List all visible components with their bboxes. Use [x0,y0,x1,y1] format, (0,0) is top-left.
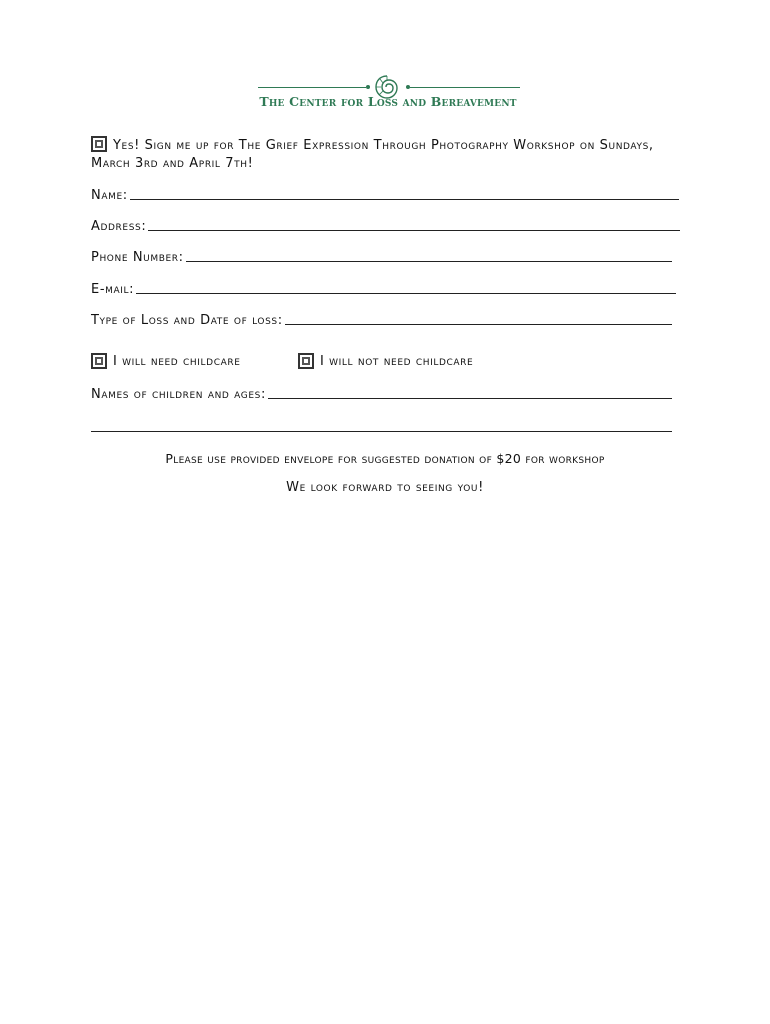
childcare-not-need-label: I will not need childcare [320,353,474,369]
address-label: Address: [91,219,147,234]
signup-text: Yes! Sign me up for The Grief Expression Through Photography Workshop on Sundays, March 3rd and April 7th! [91,138,654,171]
childcare-not-need-option[interactable] [298,353,473,369]
children-extra-input-line[interactable] [91,431,672,432]
email-field [91,282,676,297]
signup-checkbox[interactable] [91,136,107,152]
logo-dot-left [366,85,370,89]
closing-message: We look forward to seeing you! [286,480,484,495]
email-label: E-mail: [91,282,135,297]
childcare-need-option[interactable] [91,353,240,369]
signup-statement [91,136,691,173]
organization-name: The Center for Loss and Bereavement [259,94,517,109]
children-label: Names of children and ages: [91,387,266,402]
logo-rule-left [258,87,366,88]
phone-label: Phone Number: [91,250,184,265]
name-label: Name: [91,188,128,203]
phone-field [91,250,672,265]
organization-logo [256,70,520,112]
address-input-line[interactable] [148,229,680,231]
phone-input-line[interactable] [186,260,672,262]
childcare-need-label: I will need childcare [113,353,241,369]
loss-field [91,313,672,328]
loss-input-line[interactable] [285,323,672,325]
name-field [91,188,679,203]
children-field [91,387,672,402]
name-input-line[interactable] [130,198,679,200]
address-field [91,219,680,234]
email-input-line[interactable] [136,292,676,294]
childcare-need-checkbox[interactable] [91,353,107,369]
logo-rule-right [410,87,520,88]
loss-label: Type of Loss and Date of loss: [91,313,283,328]
donation-note: Please use provided envelope for suggested donation of $20 for workshop [165,451,605,466]
children-input-line[interactable] [268,397,672,399]
childcare-not-need-checkbox[interactable] [298,353,314,369]
